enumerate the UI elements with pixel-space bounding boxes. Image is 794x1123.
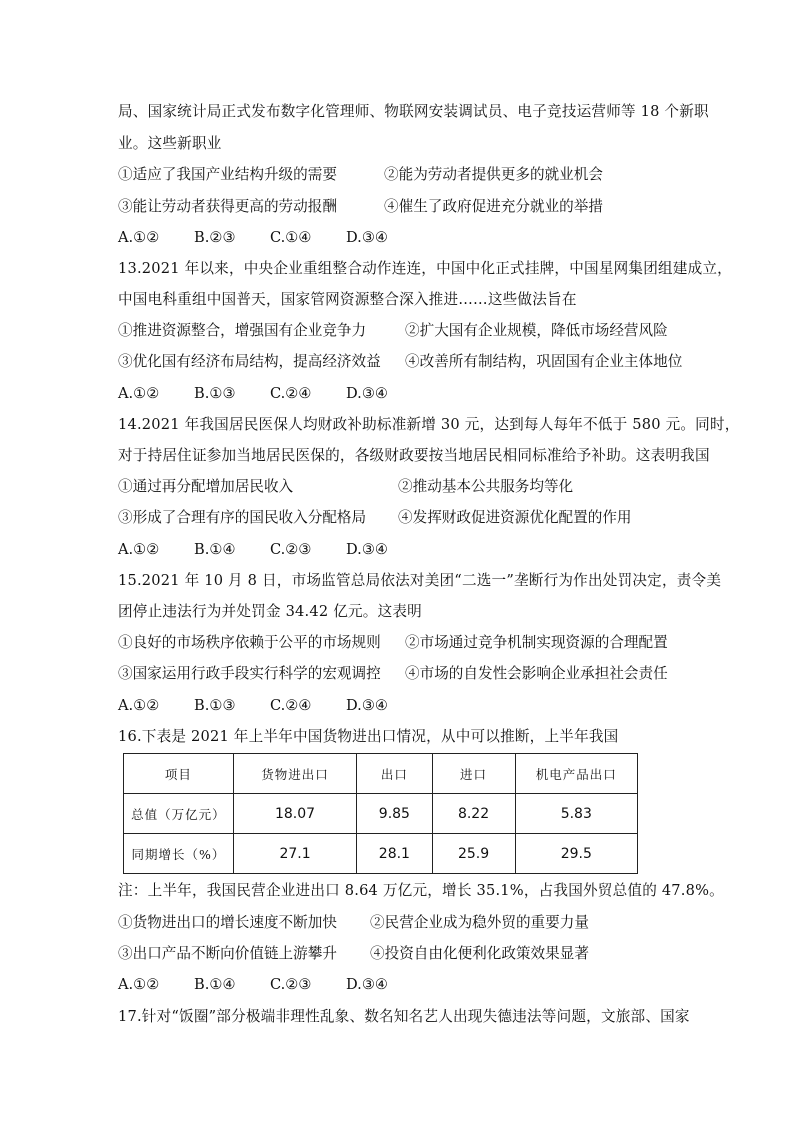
q15-answer-d: D.③④ — [346, 697, 388, 714]
q15-option-4: ④市场的自发性会影响企业承担社会责任 — [405, 665, 668, 682]
table-row-label: 总值（万亿元） — [124, 794, 234, 834]
table-header-row — [124, 754, 638, 794]
q15-answer-c: C.②④ — [270, 697, 312, 714]
q16-option-1: ①货物进出口的增长速度不断加快 — [118, 914, 337, 931]
q12-option-4: ④催生了政府促进充分就业的举措 — [384, 198, 603, 215]
q13-answer-c: C.②④ — [270, 385, 312, 402]
q12-answer-d: D.③④ — [346, 229, 388, 246]
table-header-cell: 机电产品出口 — [515, 754, 637, 794]
table-row-label: 同期增长（%） — [124, 834, 234, 874]
table-cell: 29.5 — [515, 834, 637, 874]
q14-option-1: ①通过再分配增加居民收入 — [118, 478, 294, 495]
table-header-cell: 进口 — [432, 754, 515, 794]
q16-option-3: ③出口产品不断向价值链上游攀升 — [118, 945, 337, 962]
q15-option-2: ②市场通过竞争机制实现资源的合理配置 — [405, 634, 668, 651]
q15-answer-b: B.①③ — [194, 697, 236, 714]
q15-stem-line1: 15.2021 年 10 月 8 日，市场监管总局依法对美团“二选一”垄断行为作出处罚决定，责令美 — [118, 572, 722, 589]
table-cell: 9.85 — [357, 794, 432, 834]
q15-answer-a: A.①② — [118, 697, 160, 714]
q12-option-2: ②能为劳动者提供更多的就业机会 — [384, 166, 603, 183]
q14-answer-b: B.①④ — [194, 541, 236, 558]
q17-stem-line1: 17.针对“饭圈”部分极端非理性乱象、数名知名艺人出现失德违法等问题，文旅部、国家 — [118, 1008, 690, 1025]
table-header-cell: 项目 — [124, 754, 234, 794]
q12-stem-line2: 业。这些新职业 — [118, 135, 222, 152]
q13-option-1: ①推进资源整合，增强国有企业竞争力 — [118, 322, 367, 339]
table-cell: 25.9 — [432, 834, 515, 874]
q14-answer-a: A.①② — [118, 541, 160, 558]
q12-answer-a: A.①② — [118, 229, 160, 246]
table-header-cell: 货物进出口 — [233, 754, 357, 794]
table-cell: 27.1 — [233, 834, 357, 874]
table-header-cell: 出口 — [357, 754, 432, 794]
q12-stem-line1: 局、国家统计局正式发布数字化管理师、物联网安装调试员、电子竞技运营师等 18 个新职 — [118, 103, 709, 120]
q13-option-4: ④改善所有制结构，巩固国有企业主体地位 — [405, 353, 683, 370]
table-cell: 5.83 — [515, 794, 637, 834]
q16-option-2: ②民营企业成为稳外贸的重要力量 — [370, 914, 589, 931]
q12-option-3: ③能让劳动者获得更高的劳动报酬 — [118, 198, 337, 215]
q16-answer-b: B.①④ — [194, 976, 236, 993]
q13-stem-line1: 13.2021 年以来，中央企业重组整合动作连连，中国中化正式挂牌，中国星网集团组建成立， — [118, 260, 732, 277]
q16-stem: 16.下表是 2021 年上半年中国货物进出口情况，从中可以推断，上半年我国 — [118, 728, 619, 745]
table-cell: 28.1 — [357, 834, 432, 874]
q14-answer-d: D.③④ — [346, 541, 388, 558]
q14-stem-line2: 对于持居住证参加当地居民医保的，各级财政要按当地居民相同标准给予补助。这表明我国 — [118, 447, 710, 464]
q14-answer-c: C.②③ — [270, 541, 312, 558]
q15-stem-line2: 团停止违法行为并处罚金 34.42 亿元。这表明 — [118, 603, 422, 620]
q13-stem-line2: 中国电科重组中国普天，国家管网资源整合深入推进……这些做法旨在 — [118, 291, 577, 308]
table-cell: 8.22 — [432, 794, 515, 834]
q16-answer-c: C.②③ — [270, 976, 312, 993]
trade-stats-table — [123, 753, 638, 874]
q16-answer-a: A.①② — [118, 976, 160, 993]
q13-answer-b: B.①③ — [194, 385, 236, 402]
q15-option-1: ①良好的市场秩序依赖于公平的市场规则 — [118, 634, 381, 651]
q15-option-3: ③国家运用行政手段实行科学的宏观调控 — [118, 665, 381, 682]
q12-option-1: ①适应了我国产业结构升级的需要 — [118, 166, 337, 183]
q14-stem-line1: 14.2021 年我国居民医保人均财政补助标准新增 30 元，达到每人每年不低于 580 元。同时， — [118, 416, 740, 433]
q16-option-4: ④投资自由化便利化政策效果显著 — [370, 945, 589, 962]
q13-answer-a: A.①② — [118, 385, 160, 402]
q13-option-3: ③优化国有经济布局结构，提高经济效益 — [118, 353, 381, 370]
table-row — [124, 794, 638, 834]
q16-note: 注：上半年，我国民营企业进出口 8.64 万亿元，增长 35.1%，占我国外贸总值的 47.8%。 — [118, 882, 724, 899]
q14-option-4: ④发挥财政促进资源优化配置的作用 — [398, 509, 632, 526]
q16-answer-d: D.③④ — [346, 976, 388, 993]
q14-option-3: ③形成了合理有序的国民收入分配格局 — [118, 509, 367, 526]
q14-option-2: ②推动基本公共服务均等化 — [398, 478, 574, 495]
q12-answer-c: C.①④ — [270, 229, 312, 246]
table-cell: 18.07 — [233, 794, 357, 834]
q12-answer-b: B.②③ — [194, 229, 236, 246]
q13-option-2: ②扩大国有企业规模，降低市场经营风险 — [405, 322, 668, 339]
q13-answer-d: D.③④ — [346, 385, 388, 402]
table-row — [124, 834, 638, 874]
